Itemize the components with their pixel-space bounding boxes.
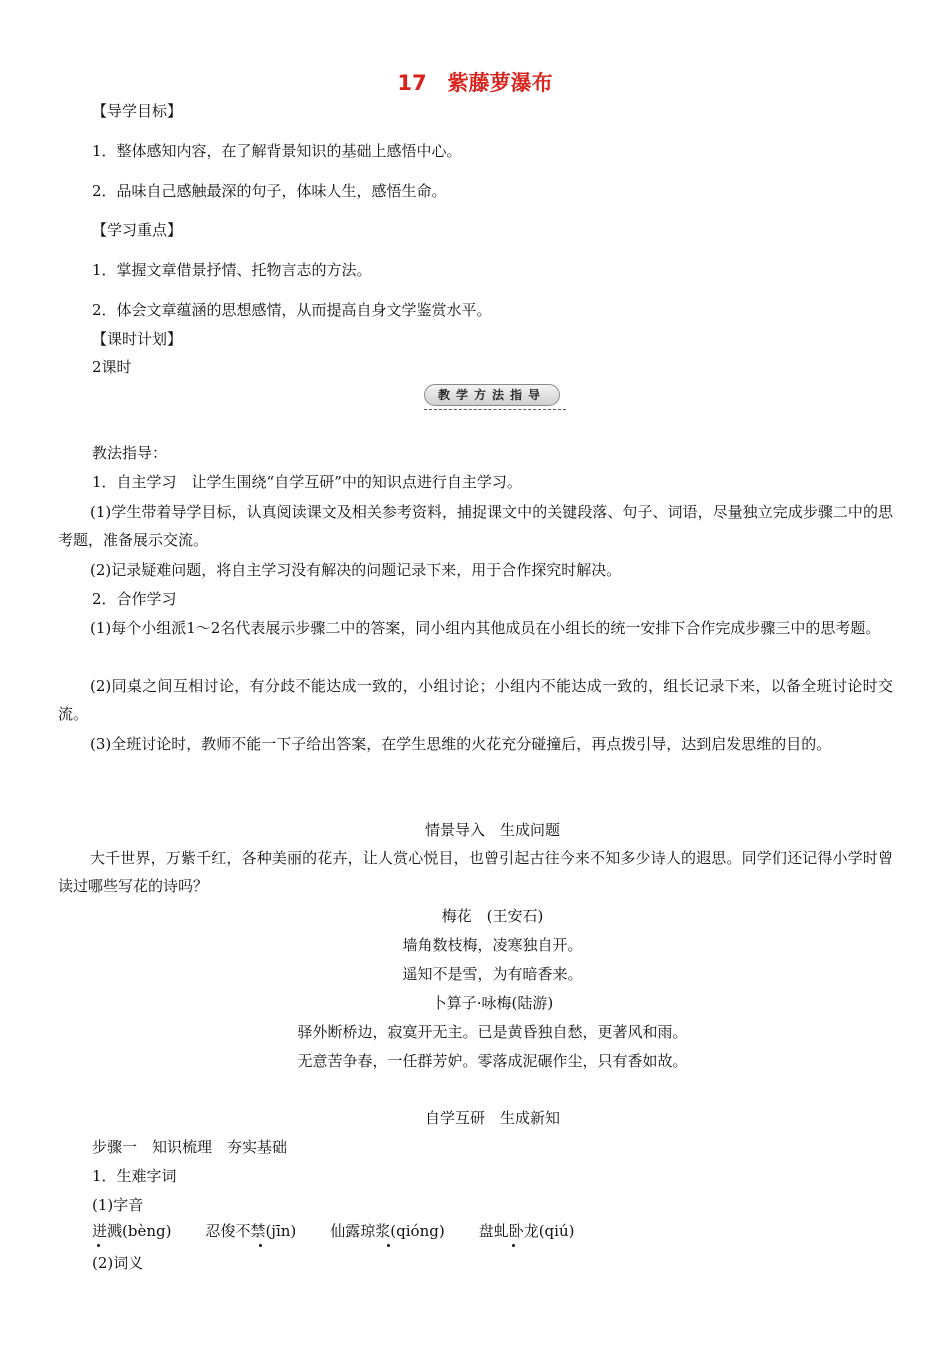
- vocab-word: 仙露琼浆(qióng): [330, 1222, 445, 1240]
- poem2-line-1: 驿外断桥边，寂寞开无主。已是黄昏独自愁，更著风和雨。: [297, 1023, 688, 1041]
- poem2-title: 卜算子·咏梅(陆游): [431, 994, 554, 1012]
- meaning-label: (2)词义: [92, 1254, 144, 1272]
- intro-header: 情景导入 生成问题: [424, 821, 560, 839]
- method-item-2a: (1)每个小组派1～2名代表展示步骤二中的答案，同小组内其他成员在小组长的统一安排下合作完成步骤三中的思考题。: [90, 619, 881, 637]
- intro-paragraph: 大千世界，万紫千红，各种美丽的花卉，让人赏心悦目，也曾引起古往今来不知多少诗人的遐思。同学们还记得小学时曾读过哪些写花的诗吗？: [58, 849, 893, 895]
- poem1-line-2: 遥知不是雪，为有暗香来。: [402, 965, 583, 983]
- plan-header: 【课时计划】: [92, 330, 183, 348]
- vocab-word: 忍俊不禁(jīn): [205, 1222, 297, 1240]
- poem2-line-2: 无意苦争春，一任群芳妒。零落成泥碾作尘，只有香如故。: [297, 1052, 688, 1070]
- focus-header: 【学习重点】: [92, 221, 183, 239]
- goals-header: 【导学目标】: [92, 102, 183, 120]
- vocab-word: 盘虬卧龙(qiú): [478, 1222, 575, 1240]
- focus-item-1: 1．掌握文章借景抒情、托物言志的方法。: [92, 261, 372, 279]
- method-item-1b: (2)记录疑难问题，将自主学习没有解决的问题记录下来，用于合作探究时解决。: [90, 561, 622, 579]
- study-item-1: 1．生难字词: [92, 1167, 177, 1185]
- emphasis-dot: [512, 1244, 515, 1247]
- pronunciation-label: (1)字音: [92, 1196, 144, 1214]
- plan-value: 2课时: [92, 358, 132, 376]
- badge-label: 教学方法指导: [437, 388, 546, 402]
- study-step-1: 步骤一 知识梳理 夯实基础: [92, 1138, 288, 1156]
- vocabulary-list: [92, 1220, 608, 1242]
- method-item-1: 1．自主学习 让学生围绕“自学互研”中的知识点进行自主学习。: [92, 473, 522, 491]
- method-item-2c: (3)全班讨论时，教师不能一下子给出答案，在学生思维的火花充分碰撞后，再点拨引导，达到启发思维的目的。: [90, 735, 832, 753]
- teaching-method-badge: [418, 382, 568, 412]
- method-header: 教法指导：: [92, 444, 168, 462]
- focus-item-2: 2．体会文章蕴涵的思想感情，从而提高自身文学鉴赏水平。: [92, 301, 492, 319]
- badge-underline: [424, 409, 566, 410]
- goal-item-1: 1．整体感知内容，在了解背景知识的基础上感悟中心。: [92, 142, 462, 160]
- emphasis-dot: [259, 1244, 262, 1247]
- emphasis-dot: [387, 1244, 390, 1247]
- vocab-word: 迸溅(bèng): [92, 1222, 172, 1240]
- poem1-line-1: 墙角数枝梅，凌寒独自开。: [402, 936, 583, 954]
- method-item-1a: (1)学生带着导学目标，认真阅读课文及相关参考资料，捕捉课文中的关键段落、句子、词语，尽量独立完成步骤二中的思考题，准备展示交流。: [58, 503, 893, 549]
- lesson-title: 17 紫藤萝瀑布: [397, 71, 553, 95]
- method-item-2b: (2)同桌之间互相讨论，有分歧不能达成一致的，小组讨论；小组内不能达成一致的，组长记录下来，以备全班讨论时交流。: [58, 677, 893, 723]
- goal-item-2: 2．品味自己感触最深的句子，体味人生，感悟生命。: [92, 182, 447, 200]
- emphasis-dot: [97, 1244, 100, 1247]
- method-item-2: 2．合作学习: [92, 590, 177, 608]
- poem1-title: 梅花 (王安石): [441, 907, 544, 925]
- study-header: 自学互研 生成新知: [424, 1109, 560, 1127]
